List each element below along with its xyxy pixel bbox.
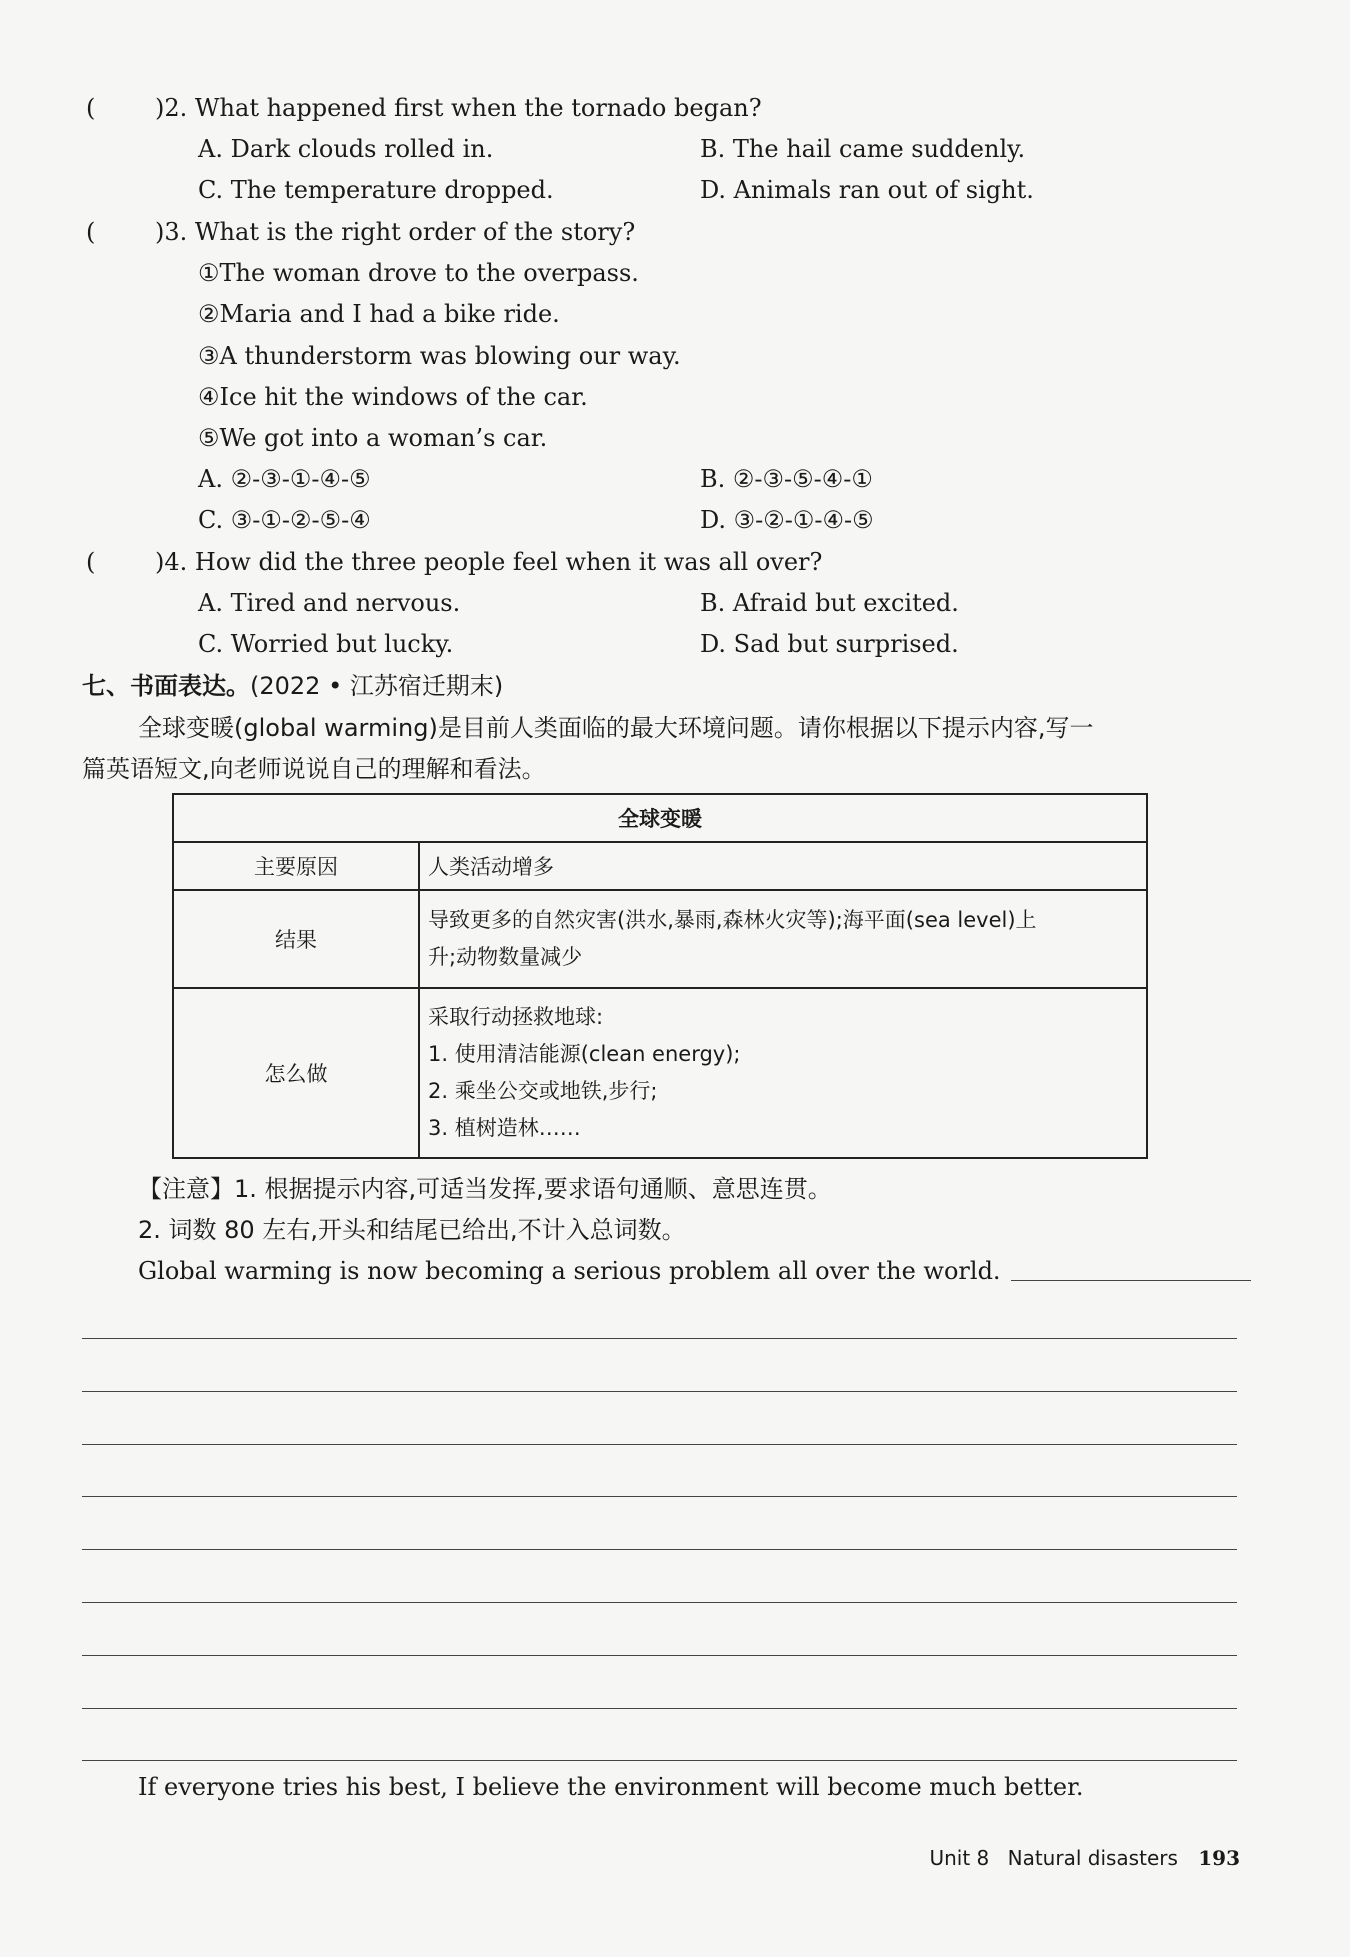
story-event — [0, 253, 1350, 294]
closing-sentence: If everyone tries his best, I believe the environment will become much better. — [138, 1773, 1084, 1801]
answer-paren[interactable]: ( — [86, 548, 96, 576]
writing-line[interactable] — [82, 1496, 1237, 1497]
note-line: 【注意】1. 根据提示内容,可适当发挥,要求语句通顺、意思连贯。 — [138, 1175, 832, 1203]
option-a[interactable]: A. ②-③-①-④-⑤ — [198, 465, 371, 493]
question-3 — [0, 212, 1350, 253]
opening-sentence: Global warming is now becoming a serious problem all over the world. — [138, 1257, 1001, 1285]
option-a[interactable]: A. Dark clouds rolled in. — [198, 135, 494, 163]
prompt-table — [172, 793, 1148, 1159]
story-event — [0, 377, 1350, 418]
table-row — [173, 890, 1147, 988]
question-text: )2. What happened first when the tornado began? — [155, 94, 762, 122]
question-text: )3. What is the right order of the story? — [155, 218, 636, 246]
options-row — [0, 624, 1350, 665]
options-row — [0, 583, 1350, 624]
section-title: 七、书面表达。 — [82, 672, 250, 700]
event-text: ③A thunderstorm was blowing our way. — [198, 342, 681, 370]
page-number: 193 — [1198, 1846, 1240, 1870]
story-event — [0, 294, 1350, 335]
footer-title: Natural disasters — [1007, 1846, 1178, 1870]
option-d[interactable]: D. Sad but surprised. — [700, 630, 959, 658]
writing-line[interactable] — [82, 1708, 1237, 1709]
page-footer — [929, 1846, 1240, 1870]
event-text: ④Ice hit the windows of the car. — [198, 383, 588, 411]
option-b[interactable]: B. ②-③-⑤-④-① — [700, 465, 873, 493]
option-c[interactable]: C. Worried but lucky. — [198, 630, 454, 658]
options-row — [0, 129, 1350, 170]
table-header: 全球变暖 — [173, 794, 1147, 842]
question-text: )4. How did the three people feel when it was all over? — [155, 548, 823, 576]
options-row — [0, 500, 1350, 541]
option-a[interactable]: A. Tired and nervous. — [198, 589, 461, 617]
closing-sentence-row — [0, 1767, 1350, 1808]
section-heading — [0, 666, 1350, 707]
answer-blank[interactable] — [1011, 1256, 1251, 1281]
option-c[interactable]: C. The temperature dropped. — [198, 176, 554, 204]
note-line: 2. 词数 80 左右,开头和结尾已给出,不计入总词数。 — [138, 1216, 686, 1244]
footer-unit: Unit 8 — [929, 1846, 990, 1870]
writing-line[interactable] — [82, 1444, 1237, 1445]
answer-paren[interactable]: ( — [86, 218, 96, 246]
section-source: (2022 • 江苏宿迁期末) — [250, 672, 504, 700]
story-event — [0, 336, 1350, 377]
row-content: 采取行动拯救地球: 1. 使用清洁能源(clean energy); 2. 乘坐公交或地铁,步行; 3. 植树造林…… — [419, 988, 1147, 1158]
row-content: 人类活动增多 — [419, 842, 1147, 890]
option-c[interactable]: C. ③-①-②-⑤-④ — [198, 506, 371, 534]
opening-sentence-row — [0, 1251, 1350, 1292]
writing-line[interactable] — [82, 1549, 1237, 1550]
writing-line[interactable] — [82, 1602, 1237, 1603]
options-row — [0, 459, 1350, 500]
answer-paren[interactable]: ( — [86, 94, 96, 122]
question-2 — [0, 88, 1350, 129]
options-row — [0, 170, 1350, 211]
table-row — [173, 988, 1147, 1158]
event-text: ⑤We got into a woman’s car. — [198, 424, 548, 452]
writing-line[interactable] — [82, 1338, 1237, 1339]
row-label: 主要原因 — [173, 842, 419, 890]
row-label: 怎么做 — [173, 988, 419, 1158]
row-content: 导致更多的自然灾害(洪水,暴雨,森林火灾等);海平面(sea level)上 升;动物数量减少 — [419, 890, 1147, 988]
option-d[interactable]: D. Animals ran out of sight. — [700, 176, 1034, 204]
option-b[interactable]: B. Afraid but excited. — [700, 589, 959, 617]
writing-line[interactable] — [82, 1391, 1237, 1392]
option-d[interactable]: D. ③-②-①-④-⑤ — [700, 506, 874, 534]
event-text: ①The woman drove to the overpass. — [198, 259, 639, 287]
question-4 — [0, 542, 1350, 583]
writing-line[interactable] — [82, 1655, 1237, 1656]
event-text: ②Maria and I had a bike ride. — [198, 300, 560, 328]
row-label: 结果 — [173, 890, 419, 988]
writing-line[interactable] — [82, 1760, 1237, 1761]
story-event — [0, 418, 1350, 459]
instruction-line: 全球变暖(global warming)是目前人类面临的最大环境问题。请你根据以下提示内容,写一 — [138, 714, 1094, 742]
option-b[interactable]: B. The hail came suddenly. — [700, 135, 1026, 163]
instruction-line: 篇英语短文,向老师说说自己的理解和看法。 — [82, 755, 546, 783]
table-row — [173, 842, 1147, 890]
